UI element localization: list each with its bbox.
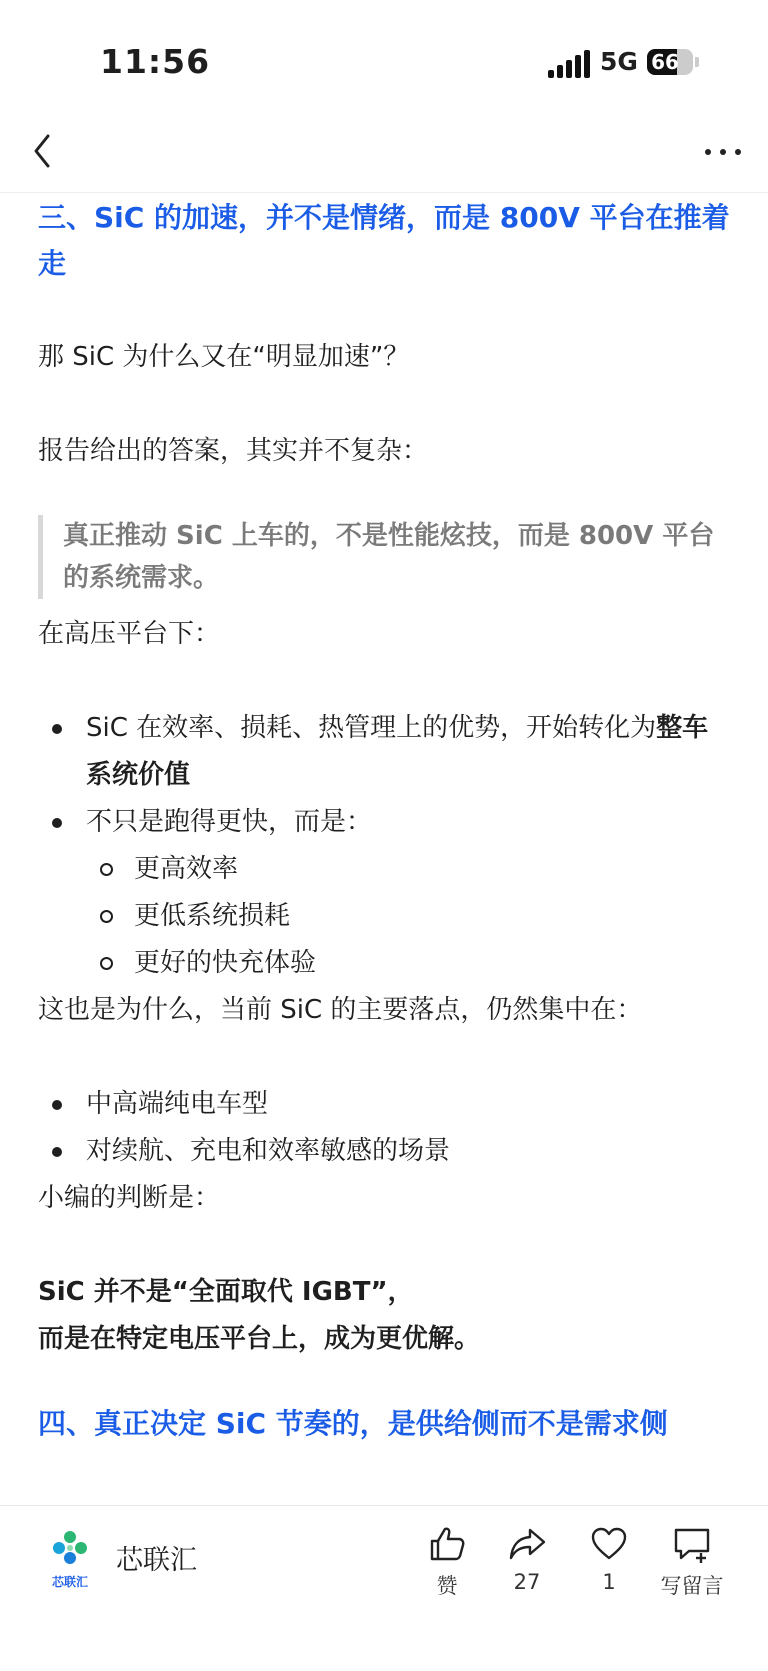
share-button[interactable] [487, 1524, 567, 1594]
paragraph: 在高压平台下： [38, 619, 221, 649]
network-type: 5G [600, 47, 638, 76]
more-horizontal-icon [705, 149, 711, 155]
list-item: SiC 在效率、损耗、热管理上的优势，开始转化为整车系统价值 [38, 705, 730, 799]
list-item: 中高端纯电车型 [38, 1081, 730, 1128]
status-bar [0, 0, 768, 120]
signal-icon [548, 50, 592, 78]
battery-level: 66 [651, 50, 679, 74]
blockquote: 真正推动 SiC 上车的，不是性能炫技，而是 800V 平台的系统需求。 [38, 515, 730, 599]
share-count: 27 [513, 1570, 541, 1594]
bullet-list [38, 1081, 730, 1175]
like-label: 赞 [436, 1574, 458, 1598]
logo-icon [44, 1528, 96, 1568]
paragraph: 那 SiC 为什么又在“明显加速”？ [38, 342, 410, 372]
author-logo[interactable] [44, 1528, 96, 1589]
nav-bar [0, 120, 768, 193]
comment-label: 写留言 [660, 1574, 724, 1598]
chevron-left-icon [22, 128, 68, 174]
status-time: 11:56 [100, 42, 211, 81]
list-item: 更低系统损耗 [86, 893, 730, 940]
section-heading-4: 四、真正决定 SiC 节奏的，是供给侧而不是需求侧 [38, 1407, 668, 1440]
comment-add-icon [671, 1524, 713, 1564]
sub-bullet-list [86, 846, 730, 987]
list-item: 更好的快充体验 [86, 940, 730, 987]
author-name[interactable]: 芯联汇 [116, 1545, 197, 1576]
back-button[interactable] [22, 128, 68, 174]
share-icon [507, 1524, 547, 1564]
favorite-count: 1 [602, 1570, 616, 1594]
bullet-list [38, 705, 730, 987]
battery-icon [647, 49, 693, 75]
more-button[interactable] [698, 128, 748, 174]
article-body [38, 195, 730, 1447]
paragraph: 报告给出的答案，其实并不复杂： [38, 436, 429, 466]
list-item: 不只是跑得更快，而是： 更高效率 更低系统损耗 更好的快充体验 [38, 799, 730, 987]
conclusion-line: SiC 并不是“全面取代 IGBT”， [38, 1277, 414, 1307]
battery-tip [695, 57, 699, 67]
thumbs-up-icon [427, 1524, 467, 1564]
list-item: 更高效率 [86, 846, 730, 893]
paragraph: 小编的判断是： [38, 1183, 221, 1213]
list-item: 对续航、充电和效率敏感的场景 [38, 1128, 730, 1175]
paragraph: 这也是为什么，当前 SiC 的主要落点，仍然集中在： [38, 995, 643, 1025]
comment-button[interactable] [652, 1524, 732, 1600]
bottom-action-bar [0, 1505, 768, 1671]
conclusion-line: 而是在特定电压平台上，成为更优解。 [38, 1324, 481, 1354]
logo-text: 芯联汇 [51, 1575, 88, 1589]
heart-icon [589, 1524, 629, 1564]
favorite-button[interactable] [569, 1524, 649, 1594]
section-heading-3: 三、SiC 的加速，并不是情绪，而是 800V 平台在推着走 [38, 201, 730, 280]
like-button[interactable] [407, 1524, 487, 1600]
